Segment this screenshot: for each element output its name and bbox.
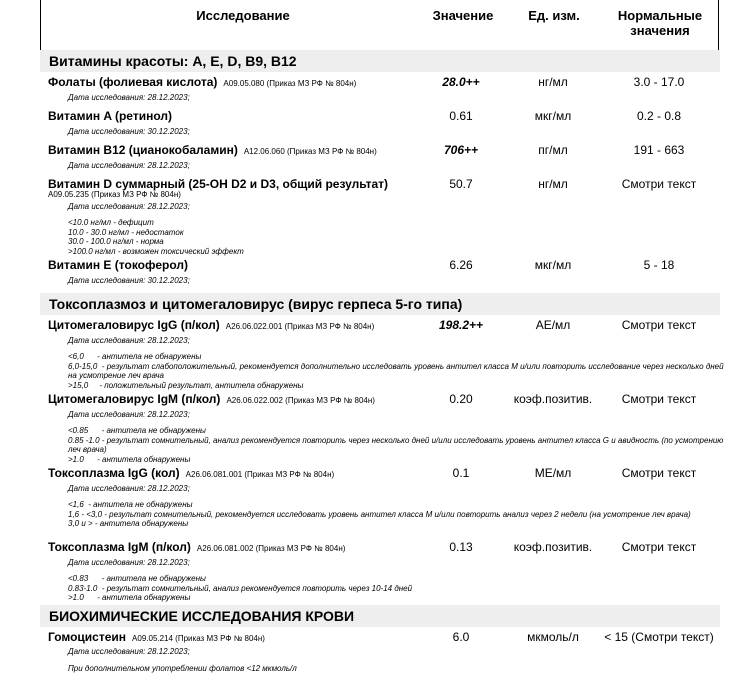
test-name: Токсоплазма IgM (п/кол) A26.06.081.002 (Приказ МЗ РФ № 804н) [48, 540, 346, 554]
result-row-cmv-igm [0, 392, 746, 410]
test-date: Дата исследования: 28.12.2023; [68, 484, 190, 493]
test-name: Фолаты (фолиевая кислота) A09.05.080 (Приказ МЗ РФ № 804н) [48, 75, 357, 89]
result-row-vitamin-a [0, 109, 746, 127]
test-code: A12.06.060 (Приказ МЗ РФ № 804н) [243, 147, 377, 156]
test-value: 0.13 [449, 540, 473, 554]
result-row-vitamin-e [0, 258, 746, 276]
test-unit: мкг/мл [534, 258, 572, 272]
header-normal: Нормальные значения [617, 8, 703, 38]
test-unit: нг/мл [538, 177, 568, 191]
test-code: A26.06.081.002 (Приказ МЗ РФ № 804н) [196, 544, 346, 553]
test-name: Витамин D суммарный (25-OH D2 и D3, общий результат) A09.05.235 (Приказ МЗ РФ № 804н) [48, 177, 389, 199]
result-row-cmv-igg [0, 318, 746, 336]
section-title: Токсоплазмоз и цитомегаловирус (вирус герпеса 5-го типа) [49, 296, 463, 312]
test-unit: МЕ/мл [534, 466, 572, 480]
test-value: 0.20 [449, 392, 473, 406]
test-date: Дата исследования: 30.12.2023; [68, 127, 190, 136]
test-code: A26.06.022.002 (Приказ МЗ РФ № 804н) [226, 396, 375, 405]
test-date: Дата исследования: 28.12.2023; [68, 558, 190, 567]
header-study: Исследование [196, 8, 290, 23]
test-unit: АЕ/мл [535, 318, 571, 332]
test-code: A09.05.080 (Приказ МЗ РФ № 804н) [223, 79, 357, 88]
section-toxo-cmv [40, 293, 720, 315]
header-value: Значение [432, 8, 494, 23]
test-value: 6.0 [452, 630, 470, 644]
result-row-vitamin-d [0, 177, 746, 201]
test-name: Витамин B12 (цианокобаламин) A12.06.060 (Приказ МЗ РФ № 804н) [48, 143, 377, 157]
test-code: A09.05.235 (Приказ МЗ РФ № 804н) [48, 190, 181, 199]
test-value: 0.1 [452, 466, 470, 480]
reference-note: <6,0 - антитела не обнаружены 6,0-15,0 - результат слабоположительный, рекомендуется дополнительно исследовать уровень антител класса М и/или повторить исследование через несколько дней на усмотрение леч врача >15,0 - положительный результат, антитела обнаружены [68, 352, 726, 390]
reference-note: <10.0 нг/мл - дефицит 10.0 - 30.0 нг/мл - недостаток 30.0 - 100.0 нг/мл - норма >100.0 нг/мл - возможен токсический эффект [68, 218, 244, 256]
test-unit: коэф.позитив. [513, 540, 593, 554]
test-date: Дата исследования: 28.12.2023; [68, 93, 190, 102]
test-date: Дата исследования: 28.12.2023; [68, 336, 190, 345]
test-date: Дата исследования: 28.12.2023; [68, 202, 190, 211]
test-normal: 5 - 18 [643, 258, 675, 272]
section-title: Витамины красоты: A, E, D, B9, B12 [49, 53, 297, 69]
test-code: A26.06.081.001 (Приказ МЗ РФ № 804н) [185, 470, 335, 479]
test-value: 6.26 [449, 258, 473, 272]
test-unit: коэф.позитив. [513, 392, 593, 406]
test-unit: пг/мл [538, 143, 568, 157]
test-name: Гомоцистеин A09.05.214 (Приказ МЗ РФ № 804н) [48, 630, 265, 644]
test-unit: мкг/мл [534, 109, 572, 123]
section-vitamins [40, 50, 720, 72]
reference-note: <0.83 - антитела не обнаружены 0.83-1.0 - результат сомнительный, анализ рекомендуется повторить через 10-14 дней >1.0 - антитела обнаружены [68, 574, 413, 602]
test-normal: Смотри текст [621, 392, 697, 406]
test-name: Цитомегаловирус IgG (п/кол) A26.06.022.001 (Приказ МЗ РФ № 804н) [48, 318, 375, 332]
test-normal: 0.2 - 0.8 [636, 109, 682, 123]
test-value: 198.2++ [438, 318, 484, 332]
test-name: Витамин E (токоферол) [48, 258, 188, 272]
test-code: A09.05.214 (Приказ МЗ РФ № 804н) [132, 634, 265, 643]
test-value: 28.0++ [442, 75, 480, 89]
test-normal: Смотри текст [621, 318, 697, 332]
test-normal: 3.0 - 17.0 [633, 75, 685, 89]
reference-note: При дополнительном употреблении фолатов <12 мкмоль/л [68, 664, 297, 673]
section-title: БИОХИМИЧЕСКИЕ ИССЛЕДОВАНИЯ КРОВИ [49, 608, 355, 624]
result-row-homocysteine [0, 630, 746, 648]
test-name: Цитомегаловирус IgM (п/кол) A26.06.022.002 (Приказ МЗ РФ № 804н) [48, 392, 375, 406]
test-normal: Смотри текст [621, 540, 697, 554]
test-name: Витамин A (ретинол) [48, 109, 172, 123]
test-date: Дата исследования: 30.12.2023; [68, 276, 190, 285]
reference-note: <0.85 - антитела не обнаружены 0.85 -1.0 - результат сомнительный, анализ рекомендуется повторить через несколько дней и/или исследовать уровень антител класса G и авидность (по усмотрению леч врача) >1.0 - антитела обнаружены [68, 426, 726, 464]
test-value: 0.61 [449, 109, 473, 123]
frame-left-border [40, 0, 41, 54]
test-date: Дата исследования: 28.12.2023; [68, 647, 190, 656]
test-name: Токсоплазма IgG (кол) A26.06.081.001 (Приказ МЗ РФ № 804н) [48, 466, 335, 480]
reference-note: <1,6 - антитела не обнаружены 1,6 - <3,0 - результат сомнительный, рекомендуется исследовать уровень антител класса М и/или повторить анализ через 2 недели (на усмотрение леч врача) 3,0 и > - антитела обнаружены [68, 500, 691, 528]
test-unit: нг/мл [538, 75, 568, 89]
result-row-vitamin-b12 [0, 143, 746, 161]
test-normal: Смотри текст [621, 466, 697, 480]
test-date: Дата исследования: 28.12.2023; [68, 161, 190, 170]
test-value: 50.7 [449, 177, 473, 191]
test-normal: < 15 (Смотри текст) [604, 630, 714, 644]
test-date: Дата исследования: 28.12.2023; [68, 410, 190, 419]
section-biochemistry [40, 605, 720, 627]
test-code: A26.06.022.001 (Приказ МЗ РФ № 804н) [225, 322, 375, 331]
result-row-toxo-igm [0, 540, 746, 558]
test-value: 706++ [443, 143, 479, 157]
test-normal: 191 - 663 [633, 143, 685, 157]
header-unit: Ед. изм. [528, 8, 580, 23]
test-normal: Смотри текст [621, 177, 697, 191]
result-row-toxo-igg [0, 466, 746, 484]
test-unit: мкмоль/л [527, 630, 579, 644]
result-row-folates [0, 75, 746, 93]
